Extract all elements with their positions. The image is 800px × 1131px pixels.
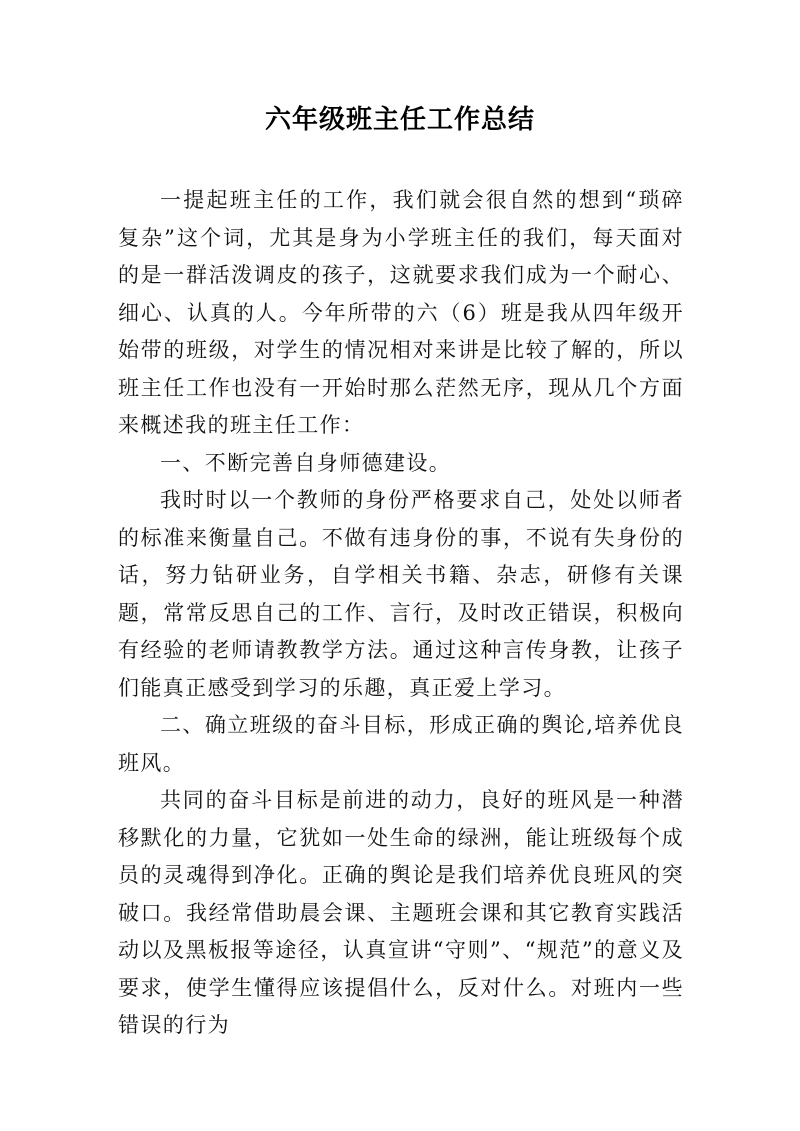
paragraph-section-2: 共同的奋斗目标是前进的动力，良好的班风是一种潜移默化的力量，它犹如一处生命的绿洲，能让班级每个成员的灵魂得到净化。正确的舆论是我们培养优良班风的突破口。我经常借助晨会课、主题班会课和其它教育实践活动以及黑板报等途径，认真宣讲“守则”、“规范”的意义及要求，使学生懂得应该提倡什么，反对什么。对班内一些错误的行为 bbox=[118, 788, 684, 1037]
paragraph-section-1: 我时时以一个教师的身份严格要求自己，处处以师者的标准来衡量自己。不做有违身份的事，不说有失身份的话，努力钻研业务，自学相关书籍、杂志，研修有关课题，常常反思自己的工作、言行，及时改正错误，积极向有经验的老师请教教学方法。通过这种言传身教，让孩子们能真正感受到学习的乐趣，真正爱上学习。 bbox=[118, 488, 684, 700]
paragraph-intro: 一提起班主任的工作，我们就会很自然的想到“琐碎复杂”这个词，尤其是身为小学班主任的我们，每天面对的是一群活泼调皮的孩子，这就要求我们成为一个耐心、细心、认真的人。今年所带的六（6）班是我从四年级开始带的班级，对学生的情况相对来讲是比较了解的，所以班主任工作也没有一开始时那么茫然无序，现从几个方面来概述我的班主任工作： bbox=[118, 188, 684, 437]
section-heading-1: 一、不断完善自身师德建设。 bbox=[160, 450, 452, 475]
document-title: 六年级班主任工作总结 bbox=[264, 105, 535, 135]
section-heading-2: 二、确立班级的奋斗目标，形成正确的舆论,培养优良班风。 bbox=[118, 713, 684, 775]
document-body bbox=[118, 182, 684, 1045]
